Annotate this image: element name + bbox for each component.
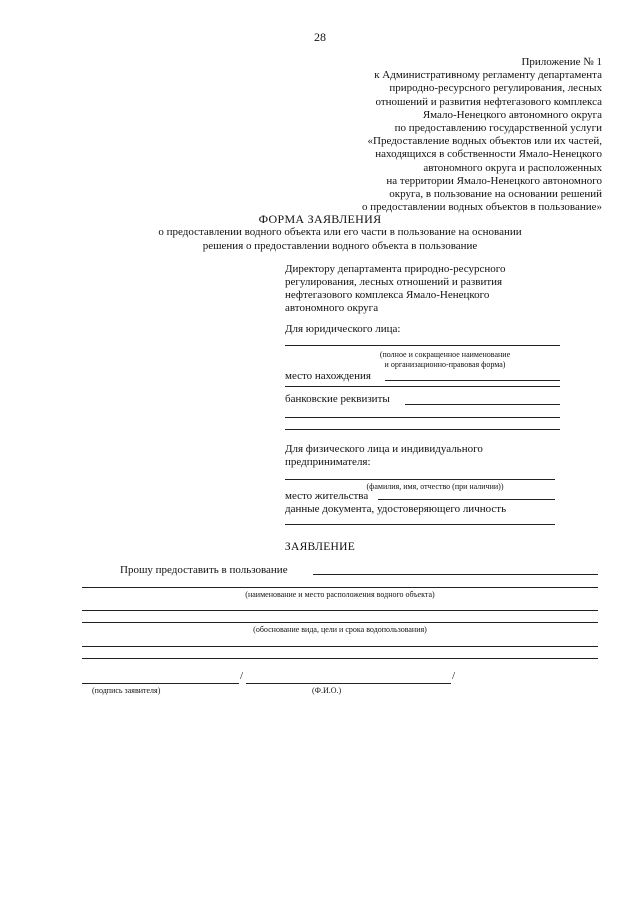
signature-hint: (подпись заявителя) xyxy=(92,686,161,695)
location-field-line2[interactable] xyxy=(285,386,560,387)
location-label: место нахождения xyxy=(285,370,371,382)
addressee-line: Директору департамента природно-ресурсного xyxy=(285,263,506,275)
appendix-line: «Предоставление водных объектов или их частей, xyxy=(367,135,602,148)
residence-label: место жительства xyxy=(285,490,369,502)
legal-name-field[interactable] xyxy=(285,345,560,346)
appendix-line: находящихся в собственности Ямало-Ненецкого xyxy=(375,148,602,161)
fio-hint: (Ф.И.О.) xyxy=(312,686,342,695)
id-document-label: данные документа, удостоверяющего личность xyxy=(285,503,507,515)
appendix-line: к Административному регламенту департамента xyxy=(374,69,602,82)
appendix-line: на территории Ямало-Ненецкого автономного xyxy=(386,174,602,187)
page-number: 28 xyxy=(314,30,326,44)
appendix-line: округа, в пользование на основании решений xyxy=(389,188,602,201)
addressee-line: регулирования, лесных отношений и развития xyxy=(285,276,503,288)
appendix-header xyxy=(282,56,602,214)
signature-field[interactable] xyxy=(82,683,239,684)
form-subtitle-line: о предоставлении водного объекта или его части в пользование на основании xyxy=(158,226,522,238)
bank-details-field-line2[interactable] xyxy=(285,417,560,418)
signature-separator: / xyxy=(240,670,244,682)
appendix-line: по предоставлению государственной услуги xyxy=(394,122,602,135)
legal-name-hint: (полное и сокращенное наименование xyxy=(379,350,511,359)
bank-details-label: банковские реквизиты xyxy=(285,393,390,405)
justification-hint: (обоснование вида, цели и срока водопользования) xyxy=(253,625,427,634)
legal-entity-heading: Для юридического лица: xyxy=(285,323,401,335)
justification-field-line3[interactable] xyxy=(82,646,598,647)
individual-heading: предпринимателя: xyxy=(285,456,371,468)
location-field[interactable] xyxy=(385,380,560,381)
full-name-field[interactable] xyxy=(285,479,555,480)
form-title: ФОРМА ЗАЯВЛЕНИЯ xyxy=(258,212,382,226)
appendix-line: отношений и развития нефтегазового комплекса xyxy=(375,95,602,108)
request-label: Прошу предоставить в пользование xyxy=(120,564,288,576)
appendix-line: природно-ресурсного регулирования, лесных xyxy=(389,82,602,95)
fio-separator: / xyxy=(452,670,456,682)
appendix-line: о предоставлении водных объектов в пользование» xyxy=(362,201,602,214)
fio-field[interactable] xyxy=(246,683,451,684)
appendix-line: Ямало-Ненецкого автономного округа xyxy=(422,108,602,121)
addressee-line: автономного округа xyxy=(285,302,379,314)
justification-field-line2[interactable] xyxy=(82,622,598,623)
justification-field-line4[interactable] xyxy=(82,658,598,659)
legal-name-hint: и организационно-правовая форма) xyxy=(384,360,506,369)
water-object-hint: (наименование и место расположения водного объекта) xyxy=(245,590,435,599)
water-object-field-line2[interactable] xyxy=(82,587,598,588)
justification-field[interactable] xyxy=(82,610,598,611)
form-subtitle xyxy=(110,226,570,253)
residence-field[interactable] xyxy=(378,499,555,500)
full-name-hint: (фамилия, имя, отчество (при наличии)) xyxy=(366,482,504,491)
addressee-line: нефтегазового комплекса Ямало-Ненецкого xyxy=(285,289,490,301)
form-subtitle-line: решения о предоставлении водного объекта в пользование xyxy=(202,239,478,252)
bank-details-field-line3[interactable] xyxy=(285,429,560,430)
statement-title: ЗАЯВЛЕНИЕ xyxy=(284,541,356,553)
appendix-line: автономного округа и расположенных xyxy=(423,161,602,174)
water-object-field[interactable] xyxy=(313,574,598,575)
addressee-block xyxy=(285,263,585,315)
bank-details-field[interactable] xyxy=(405,404,560,405)
id-document-field[interactable] xyxy=(285,524,555,525)
appendix-line: Приложение № 1 xyxy=(521,56,602,68)
individual-heading: Для физического лица и индивидуального xyxy=(285,443,483,455)
